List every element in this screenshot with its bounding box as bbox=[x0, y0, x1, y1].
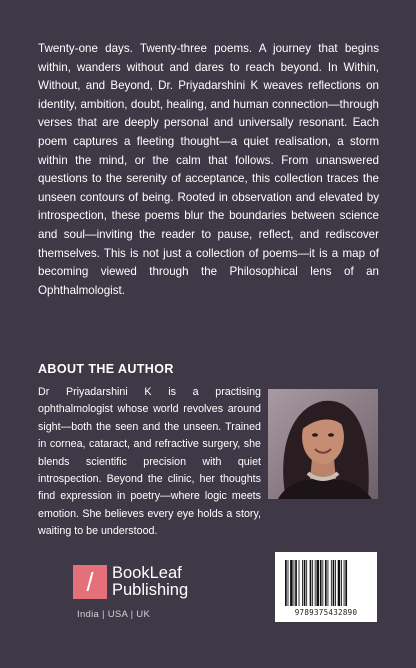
barcode-bars bbox=[285, 560, 367, 606]
publisher-name-line2: Publishing bbox=[112, 581, 189, 599]
about-author-text: Dr Priyadarshini K is a practising ophthalmologist whose world revolves around sight—both the seen and the unseen. Trained in cornea, cataract, and refractive surgery, she blends scientific precision with quiet introspection. Beyond the clinic, her thoughts find expression in poetry—where logic meets emotion. She believes every eye holds a story, waiting to be understood. bbox=[38, 386, 261, 538]
publisher-logo bbox=[73, 565, 188, 599]
about-author-heading: ABOUT THE AUTHOR bbox=[38, 362, 174, 376]
author-photo bbox=[268, 389, 378, 499]
back-cover-blurb: Twenty-one days. Twenty-three poems. A journey that begins within, wanders without and dares to reach beyond. In Within, Without, and Beyond, Dr. Priyadarshini K weaves reflections on identity, ambition, doubt, healing, and human connection—through verses that are deeply personal and universally resonant. Each poem captures a fleeting thought—a quiet realisation, a storm within the mind, or the calm that follows. From unanswered questions to the serenity of acceptance, this collection traces the unseen contours of being. Rooted in observation and elevated by introspection, these poems blur the boundaries between science and soul—inviting the reader to pause, reflect, and rediscover themselves. This is not just a collection of poems—it is a map of becoming viewed through the Philosophical lens of an Ophthalmologist. bbox=[38, 42, 379, 297]
bookleaf-logo-icon: / bbox=[73, 565, 107, 599]
publisher-name-line1: BookLeaf bbox=[112, 564, 182, 582]
publisher-name bbox=[112, 565, 188, 599]
isbn-number: 9789375432890 bbox=[294, 608, 358, 617]
publisher-regions: India | USA | UK bbox=[77, 609, 151, 620]
isbn-barcode bbox=[275, 552, 377, 622]
